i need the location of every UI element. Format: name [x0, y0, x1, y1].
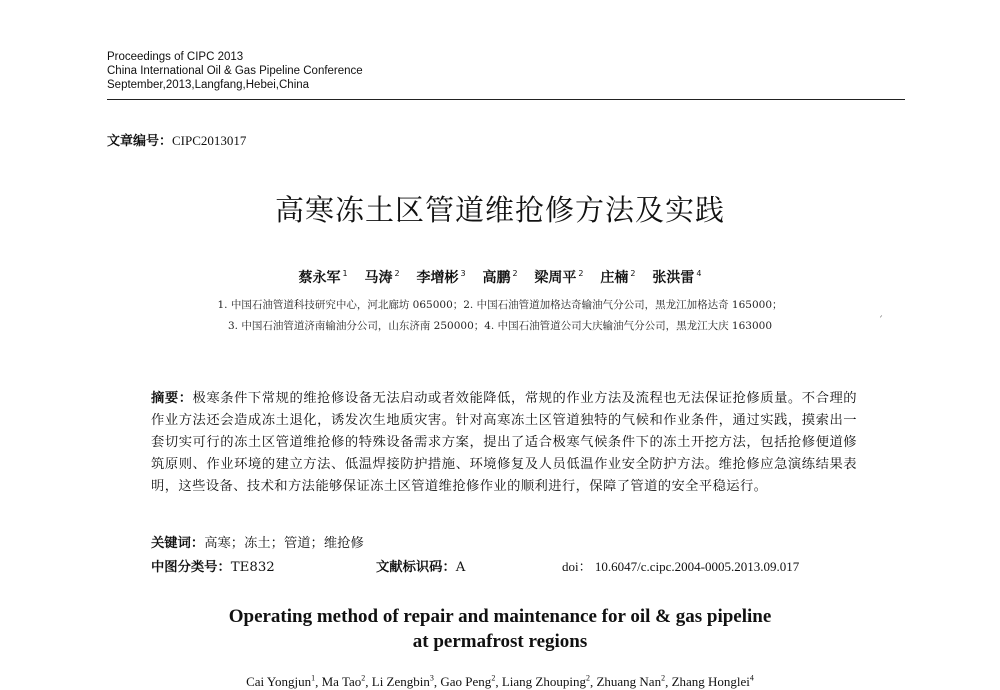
affiliation-line-1: 1. 中国石油管道科技研究中心，河北廊坊 065000；2. 中国石油管道加格达奇输油气分公司，黑龙江加格达奇 165000； — [217, 299, 783, 311]
doi-value: 10.6047/c.cipc.2004-0005.2013.09.017 — [594, 559, 800, 574]
author-en: Cai Yongjun$^1$ — [246, 674, 316, 690]
article-number — [107, 130, 246, 149]
author-en: Ma Tao$^2$ — [321, 674, 366, 690]
doi-label: doi： — [562, 559, 592, 574]
header-line-3: September,2013,Langfang,Hebei,China — [107, 79, 310, 91]
author: 蔡永军 $^1$ — [298, 269, 348, 286]
keywords — [151, 532, 364, 551]
classification-label: 中图分类号： — [151, 560, 231, 575]
author: 马涛 $^2$ — [364, 269, 400, 286]
title-en-line-2: at permafrost regions — [412, 631, 588, 652]
author-en: Li Zengbin$^3$ — [371, 674, 434, 690]
header-line-1: Proceedings of CIPC 2013 — [107, 51, 244, 63]
keywords-label: 关键词： — [151, 536, 205, 551]
author: 梁周平 $^2$ — [534, 269, 584, 286]
proceedings-header — [107, 50, 363, 92]
keywords-value: 高寒；冻土；管道；维抢修 — [204, 536, 364, 551]
article-number-value: CIPC2013017 — [172, 133, 247, 148]
author: 庄楠 $^2$ — [600, 269, 636, 286]
classification-number — [151, 556, 275, 575]
classification-value: TE832 — [230, 560, 275, 575]
paper-title-chinese: 高寒冻土区管道维抢修方法及实践 — [274, 193, 725, 227]
author-en: Zhang Honglei$^4$ — [671, 674, 754, 690]
affiliation-line-2: 3. 中国石油管道济南输油分公司，山东济南 250000；4. 中国石油管道公司大庆输油气分公司，黑龙江大庆 163000 — [227, 320, 773, 332]
header-line-2: China International Oil & Gas Pipeline Conference — [107, 65, 363, 77]
abstract-text: 极寒条件下常规的维抢修设备无法启动或者效能降低，常规的作业方法及流程也无法保证抢修质量。不合理的作业方法还会造成冻土退化，诱发次生地质灾害。针对高寒冻土区管道独特的气候和作业条件，通过实践，摸索出一套切实可行的冻土区管道维抢修的特殊设备需求方案，提出了适合极寒气候条件下的冻土开挖方法，包括抢修便道修筑原则、作业环境的建立方法、低温焊接防护措施、环境修复及人员低温作业安全防护方法。维抢修应急演练结果表明，这些设备、技术和方法能够保证冻土区管道维抢修作业的顺利进行，保障了管道的安全平稳运行。 — [151, 391, 858, 494]
author-list — [0, 267, 1000, 287]
document-code — [376, 556, 465, 575]
author: 张洪雷 $^4$ — [652, 269, 702, 286]
abstract-label: 摘要： — [151, 391, 193, 406]
paper-title-english — [0, 604, 1000, 654]
author-en: Gao Peng$^2$ — [440, 674, 496, 690]
document-code-value: A — [455, 560, 466, 575]
title-en-line-1: Operating method of repair and maintenance for oil & gas pipeline — [228, 606, 772, 627]
author: 李增彬 $^3$ — [416, 269, 466, 286]
abstract — [151, 388, 857, 498]
author-en: Liang Zhouping$^2$ — [501, 674, 590, 690]
article-number-label: 文章编号： — [107, 134, 173, 149]
scan-artifact-mark: ´ — [878, 316, 883, 327]
author-list-english: Cai Yongjun$^1$, Ma Tao$^2$, Li Zengbin$^3$, Gao Peng$^2$, Liang Zhouping$^2$, Zhuang Nan$^2$, Zhang Honglei$^4$ — [246, 674, 754, 690]
document-code-label: 文献标识码： — [376, 560, 456, 575]
doi — [562, 556, 799, 575]
author: 高鹏 $^2$ — [482, 269, 518, 286]
header-divider — [107, 99, 905, 100]
author-en: Zhuang Nan$^2$ — [596, 674, 666, 690]
